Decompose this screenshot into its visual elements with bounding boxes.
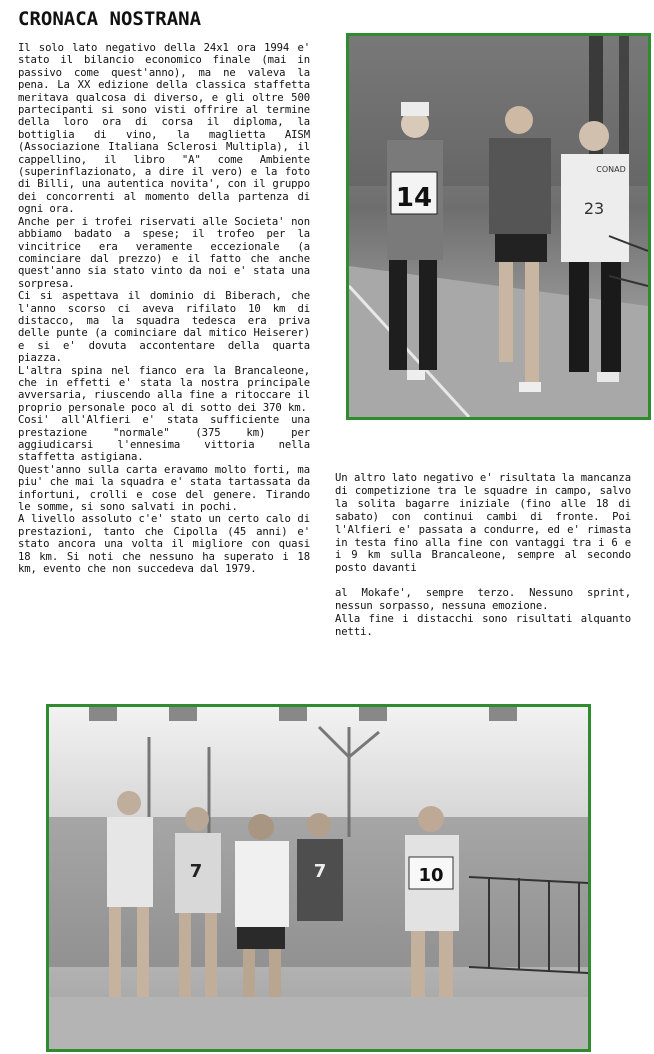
photo-start-illustration (49, 707, 588, 1049)
article-right-column (335, 472, 631, 639)
paragraph: al Mokafe', sempre terzo. Nessuno sprint, nessun sorpasso, nessuna emozione. (335, 587, 631, 613)
photo-race-start (46, 704, 591, 1052)
bib-number: 23 (583, 199, 605, 218)
paragraph: Quest'anno sulla carta eravamo molto forti, ma piu' che mai la squadra e' stata tartassata da infortuni, crolli e cose del genere. Tirando le somme, si sono salvati in pochi. (18, 463, 310, 514)
paragraph: Ci si aspettava il dominio di Biberach, che l'anno scorso ci aveva rifilato 10 km di distacco, ma la squadra tedesca era priva delle punte (a cominciare dal mitico Heiserer) e si e' dovuta accontentare della quarta piazza. (18, 290, 310, 365)
paragraph: Il solo lato negativo della 24x1 ora 1994 e' stato il bilancio economico finale (mai in passivo come quest'anno), ma ne valeva la pena. La XX edizione della classica staffetta meritava qualcosa di diverso, e gli oltre 500 partecipanti si sono visti offrire al termine della loro ora di corsa il diploma, la bottiglia di vino, la maglietta AISM (Associazione Italiana Sclerosi Multipla), il cappellino, il libro "A" come Ambiente (superinflazionato, a dire il vero) e la foto di Billi, una autentica novita', con il gruppo dei concorrenti al momento della partenza di ogni ora. (18, 42, 310, 216)
paragraph: Un altro lato negativo e' risultata la mancanza di competizione tra le squadre in campo, salvo la solita bagarre iniziale (fino alle 18 di sabato) con continui cambi di fronte. Poi l'Alfieri e' passata a condurre, ed e' rimasta in testa fino alla fine con vantaggi tra i 6 e i 9 km sulla Brancaleone, sempre al secondo posto davanti (335, 472, 631, 575)
photo-runners-illustration (349, 36, 648, 417)
article-left-column (18, 42, 310, 575)
bib-number: 7 (189, 861, 203, 882)
paragraph: Alla fine i distacchi sono risultati alquanto netti. (335, 613, 631, 638)
bib-number: 14 (395, 183, 433, 213)
sponsor-text: CONAD (596, 165, 626, 174)
bib-number: 10 (418, 865, 444, 886)
bib-number: 7 (313, 861, 327, 882)
paragraph: A livello assoluto c'e' stato un certo calo di prestazioni, tanto che Cipolla (45 anni) e' stato ancora una volta il migliore con quasi 18 km. Si noti che nessuno ha superato i 18 km, evento che non succedeva dal 1979. (18, 513, 310, 576)
paragraph: Anche per i trofei riservati alle Societa' non abbiamo badato a spese; il trofeo per la vincitrice era veramente eccezionale (a cominciare dal prezzo) e il fatto che anche quest'anno sia stato vinto da noi e' stata una sorpresa. (18, 215, 310, 290)
photo-runners-relay (346, 33, 651, 420)
paragraph: L'altra spina nel fianco era la Brancaleone, che in effetti e' stata la nostra principale avversaria, riuscendo alla fine a ritoccare il proprio personale poco al di sotto dei 370 km. (18, 364, 310, 414)
paragraph: Cosi' all'Alfieri e' stata sufficiente una prestazione "normale" (375 km) per aggiudicarsi l'ennesima vittoria nella staffetta astigiana. (18, 414, 310, 464)
page-title: CRONACA NOSTRANA (18, 8, 202, 30)
